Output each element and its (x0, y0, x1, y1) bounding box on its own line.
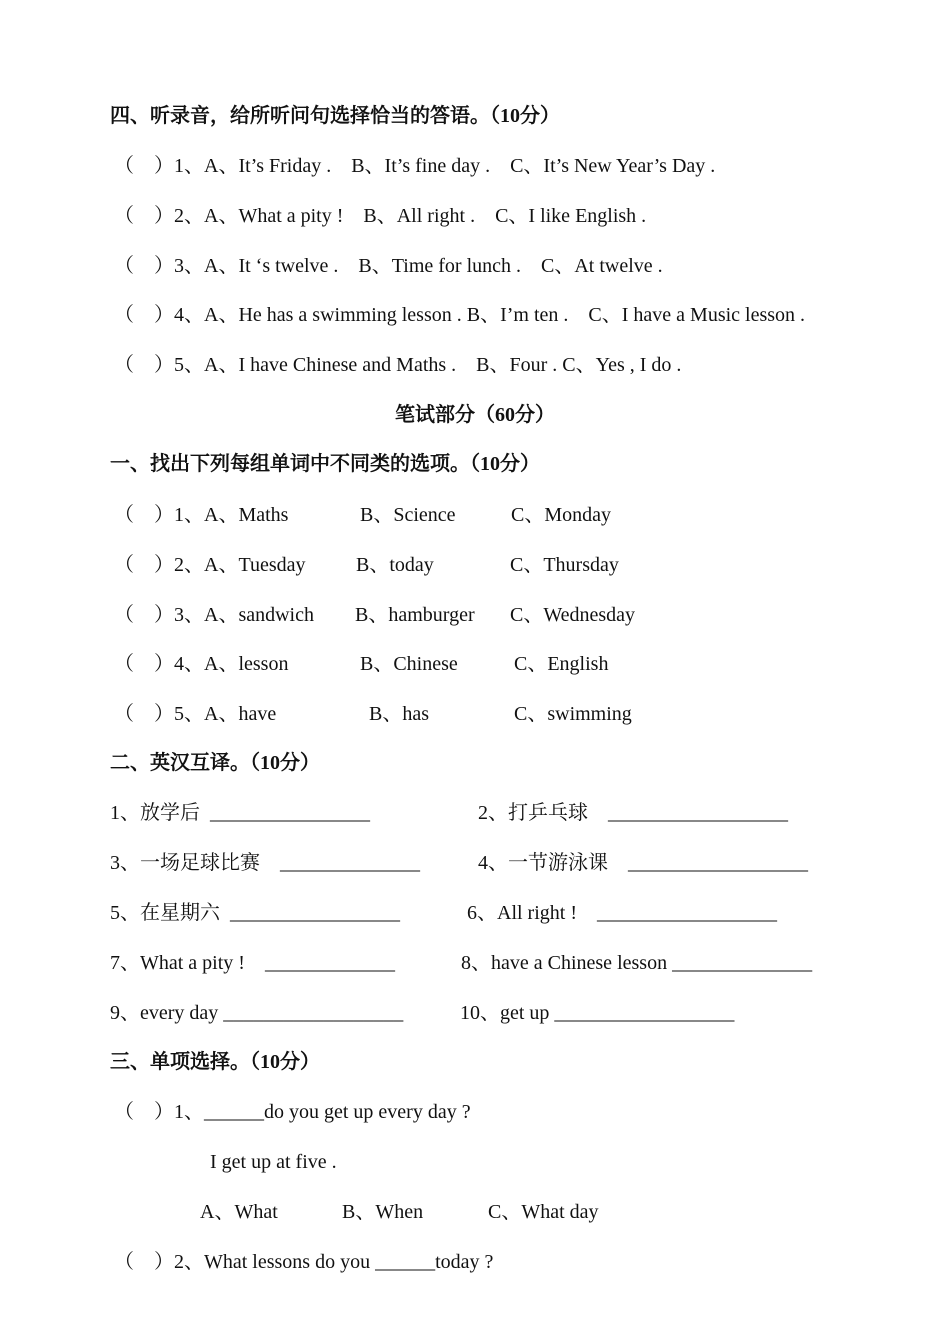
section1-row-2-c: C、Thursday (510, 554, 619, 576)
section1-row-1 (0, 502, 950, 528)
section2-heading: 二、英汉互译。（10分） (110, 752, 320, 774)
section1-row-2-a: （ ）2、A、Tuesday (114, 554, 306, 576)
section1-row-2 (0, 552, 950, 578)
translate-item-10: 10、get up __________________ (460, 1002, 735, 1024)
section2-row-2 (0, 850, 950, 876)
translate-item-5: 5、在星期六 _________________ (110, 902, 400, 924)
translate-item-3: 3、一场足球比赛 ______________ (110, 852, 420, 874)
translate-item-7: 7、What a pity ! _____________ (110, 952, 395, 974)
section4-item-5: （ ）5、A、I have Chinese and Maths . B、Four . C、Yes , I do . (114, 354, 682, 376)
section4-item-4: （ ）4、A、He has a swimming lesson . B、I’m ten . C、I have a Music lesson . (114, 304, 806, 326)
section4-heading: 四、听录音，给所听问句选择恰当的答语。（10分） (110, 105, 560, 127)
section1-row-3 (0, 602, 950, 628)
translate-item-8: 8、have a Chinese lesson ______________ (461, 952, 813, 974)
section1-row-3-c: C、Wednesday (510, 604, 636, 626)
section1-row-3-b: B、hamburger (355, 604, 475, 626)
section3-q1-options (0, 1199, 950, 1225)
written-part-title: 笔试部分（60分） (395, 404, 555, 426)
section2-row-1 (0, 800, 950, 826)
section1-row-1-c: C、Monday (511, 504, 611, 526)
section1-row-1-a: （ ）1、A、Maths (114, 504, 289, 526)
section1-row-3-a: （ ）3、A、sandwich (114, 604, 314, 626)
section1-row-5-a: （ ）5、A、have (114, 703, 277, 725)
section3-q1-option-c: C、What day (488, 1201, 599, 1223)
section2-row-4 (0, 950, 950, 976)
translate-item-9: 9、every day __________________ (110, 1002, 404, 1024)
section1-heading: 一、找出下列每组单词中不同类的选项。（10分） (110, 453, 540, 475)
section1-row-4 (0, 651, 950, 677)
section3-heading: 三、单项选择。（10分） (110, 1051, 320, 1073)
section2-row-3 (0, 900, 950, 926)
section3-q1-answer: I get up at five . (210, 1151, 337, 1173)
section1-row-2-b: B、today (356, 554, 434, 576)
section1-row-1-b: B、Science (360, 504, 456, 526)
translate-item-4: 4、一节游泳课 __________________ (478, 852, 808, 874)
section3-q2-question: （ ）2、What lessons do you ______today ? (114, 1251, 494, 1273)
section1-row-4-c: C、English (514, 653, 609, 675)
section4-item-1: （ ）1、A、It’s Friday . B、It’s fine day . C、It’s New Year’s Day . (114, 155, 716, 177)
section3-q1-question: （ ）1、______do you get up every day ? (114, 1101, 471, 1123)
translate-item-6: 6、All right ! __________________ (467, 902, 777, 924)
section3-q1-option-b: B、When (342, 1201, 424, 1223)
section1-row-5 (0, 701, 950, 727)
section1-row-4-a: （ ）4、A、lesson (114, 653, 289, 675)
section1-row-5-c: C、swimming (514, 703, 632, 725)
section2-row-5 (0, 1000, 950, 1026)
section1-row-5-b: B、has (369, 703, 429, 725)
section1-row-4-b: B、Chinese (360, 653, 458, 675)
section3-q1-option-a: A、What (200, 1201, 278, 1223)
section4-item-2: （ ）2、A、What a pity ! B、All right . C、I like English . (114, 205, 647, 227)
translate-item-2: 2、打乒乓球 __________________ (478, 802, 788, 824)
translate-item-1: 1、放学后 ________________ (110, 802, 370, 824)
section4-item-3: （ ）3、A、It ‘s twelve . B、Time for lunch . C、At twelve . (114, 255, 663, 277)
